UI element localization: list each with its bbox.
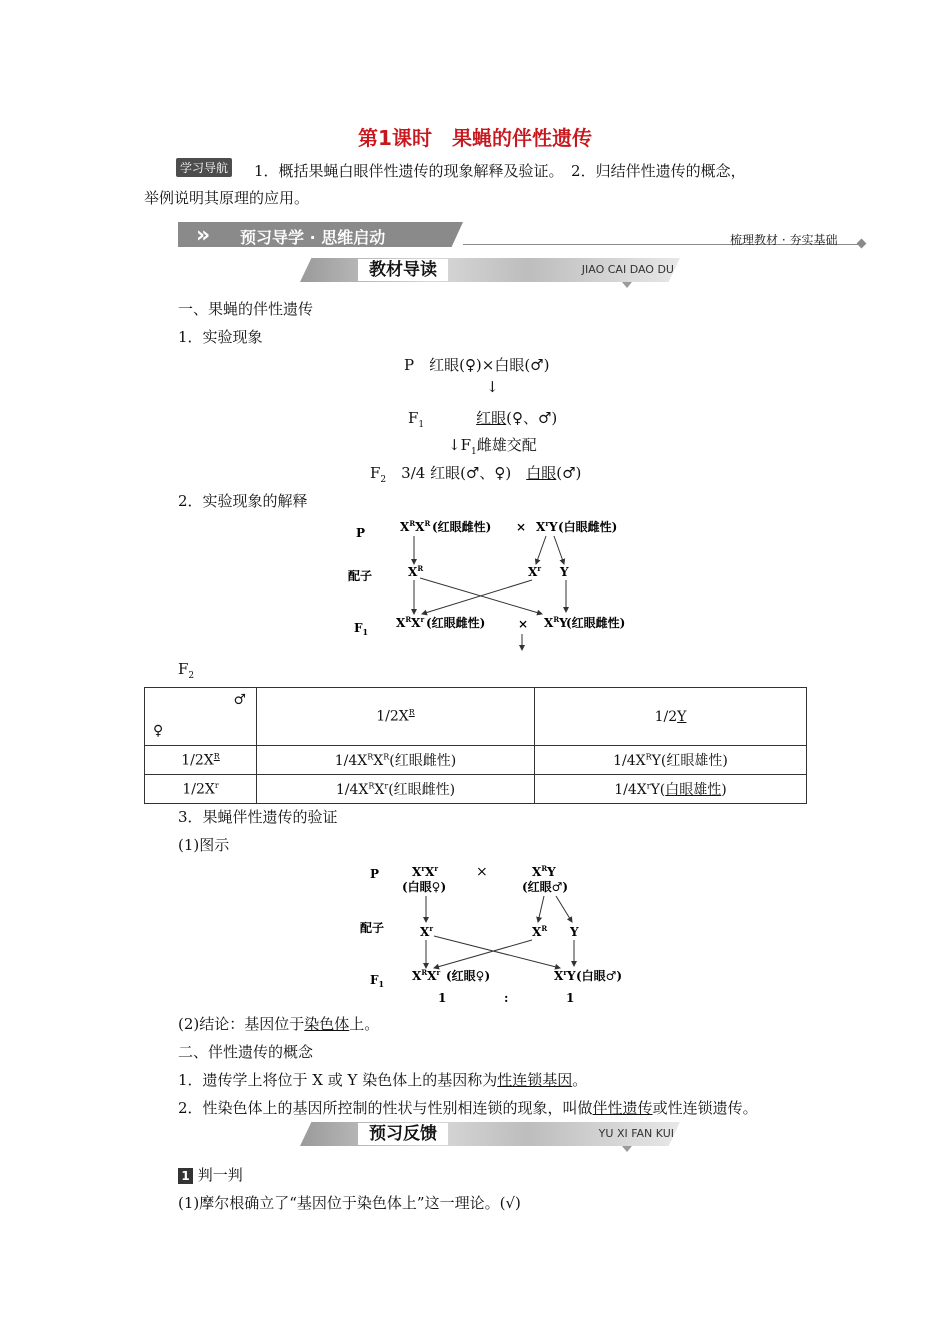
guide-badge: 学习导航 bbox=[176, 158, 232, 177]
conclusion-line: (2)结论：基因位于染色体上。 bbox=[178, 1015, 380, 1033]
banner-subtitle: 梳理教材 · 夯实基础 bbox=[730, 233, 838, 247]
down-triangle-icon bbox=[622, 1146, 632, 1152]
guide-line-2: 举例说明其原理的应用。 bbox=[144, 189, 310, 207]
p2-female-label: (白眼♀) bbox=[402, 880, 447, 894]
subheading-figure: (1)图示 bbox=[178, 836, 230, 854]
gamete-xr: $X^R$ bbox=[408, 564, 424, 579]
p2-male-label: (红眼♂) bbox=[522, 880, 569, 894]
number-badge: 1 bbox=[178, 1168, 193, 1184]
chevron-right-icon: » bbox=[196, 223, 211, 248]
gamete-y: Y bbox=[560, 565, 569, 579]
concept-answer-1: 性连锁基因 bbox=[497, 1071, 573, 1089]
p-male-label: (白眼雌性) bbox=[558, 520, 618, 534]
section-english: JIAO CAI DAO DU bbox=[581, 263, 674, 276]
f1-2-female-genotype: $X^RX^r$ bbox=[412, 968, 441, 983]
subheading-verification: 3．果蝇伴性遗传的验证 bbox=[178, 808, 338, 826]
guide-line-1: 1．概括果蝇白眼伴性遗传的现象解释及验证。 2．归结伴性遗传的概念， bbox=[254, 162, 746, 180]
explanation-diagram bbox=[340, 510, 660, 655]
f1-cross-note: $↓F_1$雌雄交配 bbox=[448, 436, 537, 457]
p-female-label: (红眼雌性) bbox=[432, 520, 492, 534]
p2-male-genotype: $X^RY$ bbox=[532, 864, 556, 879]
table-row bbox=[145, 775, 807, 804]
f1-line: $F_1$ 红眼(♀、♂) bbox=[408, 409, 558, 430]
cross-symbol: × bbox=[516, 520, 527, 534]
f1-2-male-genotype: $X^rY$ bbox=[554, 968, 576, 983]
row-head-xr: $1/2X^R$ bbox=[145, 746, 257, 775]
subheading-explanation: 2．实验现象的解释 bbox=[178, 492, 308, 510]
gamete2-xr: $X^R$ bbox=[532, 924, 548, 939]
f1-male-genotype: $X^RY$ bbox=[544, 615, 568, 630]
p2-female-genotype: $X^rX^r$ bbox=[412, 864, 439, 879]
gamete2-x-small-r: $X^r$ bbox=[420, 924, 434, 939]
cell-xrxr: $1/4X^RX^R$(红眼雌性) bbox=[257, 746, 535, 775]
gamete2-label: 配子 bbox=[360, 921, 385, 935]
male-symbol: ♂ bbox=[233, 692, 246, 708]
f2-punnett-table bbox=[144, 687, 807, 804]
gamete-x-small-r: $X^r$ bbox=[528, 564, 542, 579]
heading-part1: 一、果蝇的伴性遗传 bbox=[178, 300, 314, 318]
p-label: P bbox=[356, 526, 366, 540]
ratio-right: 1 bbox=[566, 991, 575, 1005]
table-corner-cell bbox=[145, 688, 257, 746]
ratio-colon: : bbox=[504, 991, 509, 1005]
cell-x-small-r-y: $1/4X^rY$(白眼雄性) bbox=[535, 775, 807, 804]
cell-xrx-small-r: $1/4X^RX^r$(红眼雌性) bbox=[257, 775, 535, 804]
down-arrow-icon: ↓ bbox=[486, 378, 499, 396]
page-title: 第1课时 果蝇的伴性遗传 bbox=[358, 126, 592, 150]
table-row bbox=[145, 746, 807, 775]
p-female-genotype: $X^RX^R$ bbox=[400, 519, 431, 534]
concept-answer-2: 伴性遗传 bbox=[592, 1099, 653, 1117]
cell-xry: $1/4X^RY$(红眼雄性) bbox=[535, 746, 807, 775]
gamete2-y: Y bbox=[570, 925, 579, 939]
ratio-left: 1 bbox=[438, 991, 447, 1005]
p-male-genotype: $X^rY$ bbox=[536, 519, 558, 534]
f2-line: $F_2$ 3/4 红眼(♂、♀) 白眼(♂) bbox=[370, 464, 582, 485]
concept-line-2: 2．性染色体上的基因所控制的性状与性别相连锁的现象，叫做伴性遗传或性连锁遗传。 bbox=[178, 1099, 758, 1117]
conclusion-answer: 染色体 bbox=[304, 1015, 350, 1033]
f2-answer: 白眼 bbox=[526, 464, 557, 482]
f1-answer: 红眼 bbox=[476, 409, 507, 427]
female-symbol: ♀ bbox=[153, 723, 164, 739]
table-header-xr: $1/2X^R$ bbox=[257, 688, 535, 746]
f1-label: $F_1$ bbox=[354, 621, 369, 637]
heading-part2: 二、伴性遗传的概念 bbox=[178, 1043, 314, 1061]
gamete-label: 配子 bbox=[348, 569, 373, 583]
section-english: YU XI FAN KUI bbox=[598, 1127, 674, 1140]
down-triangle-icon bbox=[622, 282, 632, 288]
row-head-x-small-r: $1/2X^r$ bbox=[145, 775, 257, 804]
section-label: 预习反馈 bbox=[358, 1123, 448, 1145]
section-header-yuxi bbox=[300, 1122, 680, 1146]
judge-heading: 1 判一判 bbox=[178, 1164, 243, 1185]
section-header-jiaocai bbox=[300, 258, 680, 282]
verification-diagram bbox=[350, 858, 650, 1008]
f1-2-male-label: (白眼♂) bbox=[576, 969, 623, 983]
concept-line-1: 1．遗传学上将位于 X 或 Y 染色体上的基因称为性连锁基因。 bbox=[178, 1071, 588, 1089]
f1-cross-symbol: × bbox=[518, 617, 529, 631]
diamond-icon bbox=[857, 239, 867, 249]
p2-label: P bbox=[370, 867, 380, 881]
f1-2-label: $F_1$ bbox=[370, 973, 385, 989]
p2-cross-symbol: × bbox=[476, 864, 488, 880]
question-1: (1)摩尔根确立了“基因位于染色体上”这一理论。(√) bbox=[178, 1194, 521, 1212]
banner-title: 预习导学 · 思维启动 bbox=[240, 228, 386, 247]
table-header-y: 1/2Y bbox=[535, 688, 807, 746]
f2-table-label: $F_2$ bbox=[178, 660, 195, 681]
f1-2-female-label: (红眼♀) bbox=[446, 969, 491, 983]
cross-p-line: P 红眼(♀)×白眼(♂) bbox=[404, 356, 550, 374]
f1-male-label: (红眼雌性) bbox=[566, 616, 626, 630]
f1-female-genotype: $X^RX^r$ bbox=[396, 615, 425, 630]
f1-female-label: (红眼雌性) bbox=[426, 616, 486, 630]
subheading-phenomenon: 1．实验现象 bbox=[178, 328, 263, 346]
section-label: 教材导读 bbox=[358, 259, 448, 281]
